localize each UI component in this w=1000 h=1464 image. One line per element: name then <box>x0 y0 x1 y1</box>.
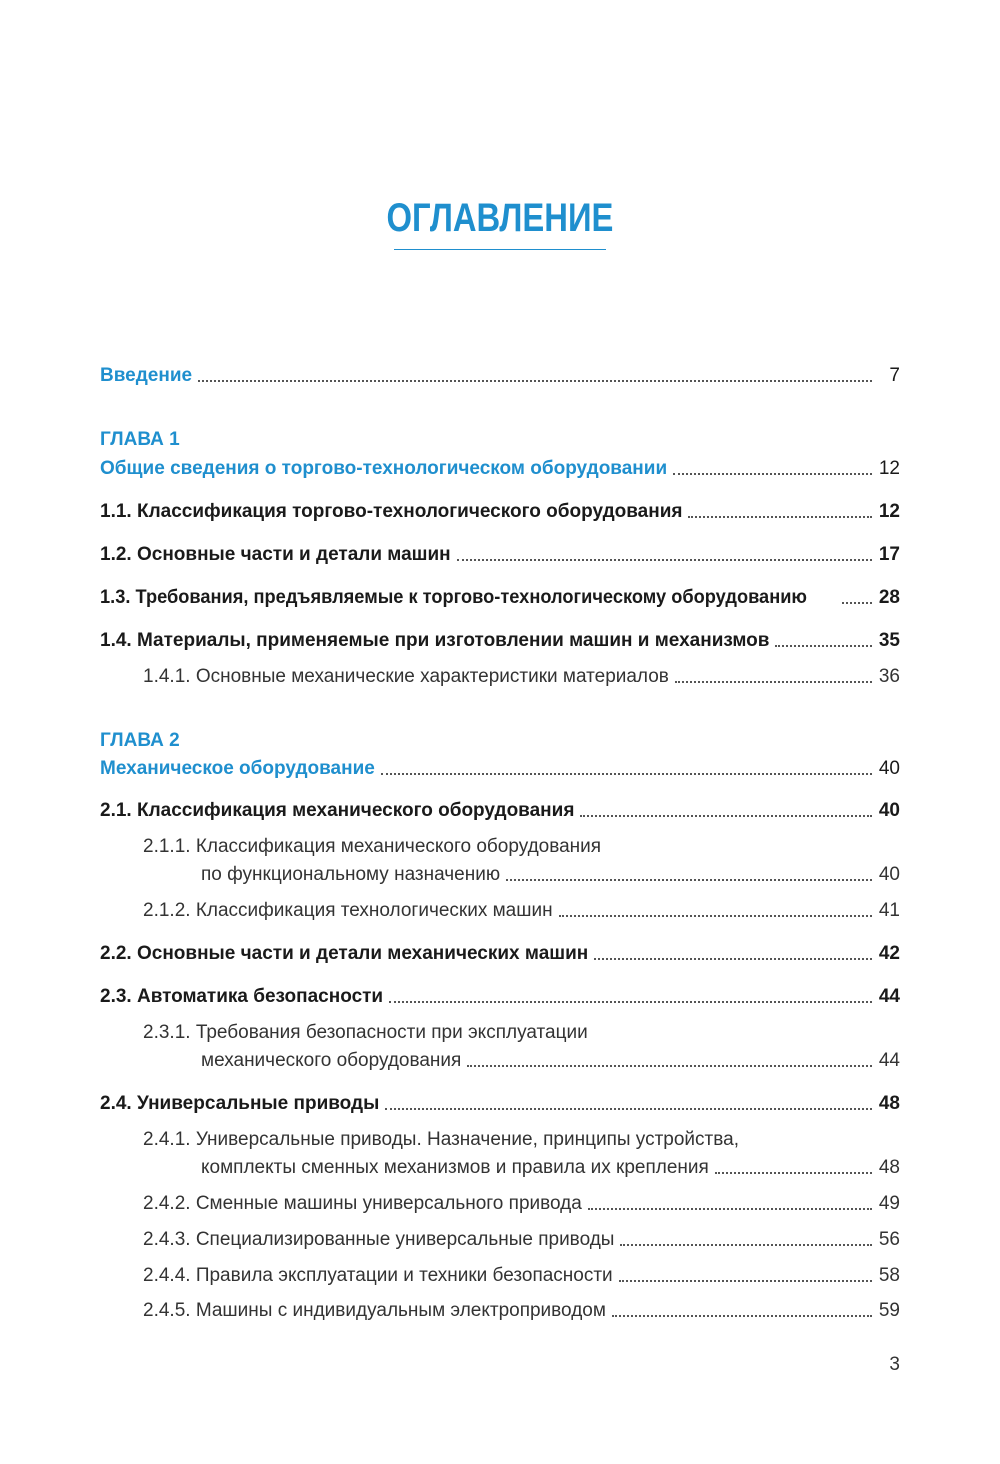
dot-leader <box>619 1280 872 1282</box>
toc-entry-page: 48 <box>878 1093 900 1114</box>
toc-entry-2-4-4[interactable] <box>143 1264 900 1288</box>
toc-entry-page: 44 <box>878 986 900 1007</box>
dot-leader <box>675 681 872 683</box>
toc-entry-2-4[interactable] <box>100 1092 900 1116</box>
dot-leader <box>389 1001 872 1003</box>
toc-entry-2-2[interactable] <box>100 942 900 966</box>
toc-entry-page: 41 <box>878 900 900 921</box>
toc-entry-label: 1.4. Материалы, применяемые при изготовлении машин и механизмов <box>100 630 770 651</box>
dot-leader <box>588 1208 872 1210</box>
toc-entry-page: 40 <box>878 800 900 821</box>
toc-entry-2-4-1[interactable] <box>201 1156 900 1180</box>
toc-entry-page: 40 <box>878 758 900 779</box>
dot-leader <box>385 1108 872 1110</box>
toc-entry-2-4-3[interactable] <box>143 1228 900 1252</box>
toc-entry-page: 56 <box>878 1229 900 1250</box>
toc-entry-2-3-1-line1[interactable]: 2.3.1. Требования безопасности при эксплуатации <box>143 1022 588 1043</box>
toc-entry-label: 2.1. Классификация механического оборудования <box>100 800 575 821</box>
toc-entry-label: 2.2. Основные части и детали механических машин <box>100 943 589 964</box>
dot-leader <box>620 1244 872 1246</box>
toc-entry-label: 2.3. Автоматика безопасности <box>100 986 384 1007</box>
dot-leader <box>506 879 872 881</box>
toc-entry-2-1-1[interactable] <box>201 863 900 887</box>
toc-entry-label: 1.3. Требования, предъявляемые к торгово-технологическому оборудованию <box>100 587 808 608</box>
toc-entry-label: 2.1.2. Классификация технологических машин <box>143 900 553 921</box>
toc-entry-2-4-1-line1[interactable]: 2.4.1. Универсальные приводы. Назначение, принципы устройства, <box>143 1129 739 1150</box>
toc-entry-label: 1.1. Классификация торгово-технологического оборудования <box>100 501 683 522</box>
toc-entry-page: 28 <box>878 587 900 608</box>
toc-entry-page: 59 <box>878 1300 900 1321</box>
toc-entry-label: Общие сведения о торгово-технологическом оборудовании <box>100 458 668 479</box>
toc-entry-1-4[interactable] <box>100 629 900 653</box>
dot-leader <box>559 915 872 917</box>
toc-entry-page: 17 <box>878 544 900 565</box>
dot-leader <box>612 1315 872 1317</box>
toc-entry-page: 48 <box>878 1157 900 1178</box>
toc-entry-page: 35 <box>878 630 900 651</box>
toc-entry-2-1-2[interactable] <box>143 899 900 923</box>
toc-entry-label: 2.4.4. Правила эксплуатации и техники безопасности <box>143 1265 613 1286</box>
toc-entry-2-3[interactable] <box>100 985 900 1009</box>
toc-entry-label: 1.4.1. Основные механические характеристики материалов <box>143 666 669 687</box>
toc-entry-page: 44 <box>878 1050 900 1071</box>
toc-entry-page: 36 <box>878 666 900 687</box>
toc-entry-label: Механическое оборудование <box>100 758 375 779</box>
toc-entry-page: 40 <box>878 864 900 885</box>
toc-entry-label: 2.4. Универсальные приводы <box>100 1093 380 1114</box>
dot-leader <box>688 516 872 518</box>
dot-leader <box>381 773 872 775</box>
dot-leader <box>467 1065 872 1067</box>
toc-entry-2-4-5[interactable] <box>143 1299 900 1323</box>
toc-entry-1-1[interactable] <box>100 500 900 524</box>
dot-leader <box>715 1172 872 1174</box>
chapter-2-heading: ГЛАВА 2 <box>100 730 180 751</box>
dot-leader <box>775 645 872 647</box>
dot-leader <box>673 473 872 475</box>
toc-entry-label: по функциональному назначению <box>201 864 501 885</box>
title-underline <box>394 249 606 250</box>
toc-entry-2-3-1[interactable] <box>201 1049 900 1073</box>
toc-entry-page: 12 <box>878 458 900 479</box>
toc-entry-label: механического оборудования <box>201 1050 462 1071</box>
page-title: ОГЛАВЛЕНИЕ <box>386 196 614 240</box>
page-number: 3 <box>889 1354 900 1375</box>
toc-entry-2-1[interactable] <box>100 799 900 823</box>
toc-entry-2-1-1-line1[interactable]: 2.1.1. Классификация механического оборудования <box>143 836 602 857</box>
dot-leader <box>842 602 872 604</box>
toc-entry-label: 2.4.5. Машины с индивидуальным электроприводом <box>143 1300 606 1321</box>
toc-entry-label: Введение <box>100 365 193 386</box>
toc-entry-1-2[interactable] <box>100 543 900 567</box>
chapter-1-heading: ГЛАВА 1 <box>100 429 180 450</box>
dot-leader <box>580 815 872 817</box>
toc-entry-1-4-1[interactable] <box>143 665 900 689</box>
dot-leader <box>457 559 872 561</box>
toc-entry-label: 2.4.2. Сменные машины универсального привода <box>143 1193 582 1214</box>
toc-entry-page: 49 <box>878 1193 900 1214</box>
toc-entry-page: 7 <box>889 365 900 386</box>
toc-entry-chapter-1[interactable] <box>100 457 900 481</box>
toc-entry-label: комплекты сменных механизмов и правила их крепления <box>201 1157 709 1178</box>
toc-entry-intro[interactable] <box>100 364 900 388</box>
toc-entry-chapter-2[interactable] <box>100 757 900 781</box>
toc-entry-1-3[interactable] <box>100 586 900 610</box>
toc-entry-page: 58 <box>878 1265 900 1286</box>
dot-leader <box>198 380 872 382</box>
toc-entry-2-4-2[interactable] <box>143 1192 900 1216</box>
toc-entry-page: 42 <box>878 943 900 964</box>
toc-entry-label: 1.2. Основные части и детали машин <box>100 544 451 565</box>
toc-entry-page: 12 <box>878 501 900 522</box>
dot-leader <box>594 958 872 960</box>
toc-entry-label: 2.4.3. Специализированные универсальные приводы <box>143 1229 615 1250</box>
